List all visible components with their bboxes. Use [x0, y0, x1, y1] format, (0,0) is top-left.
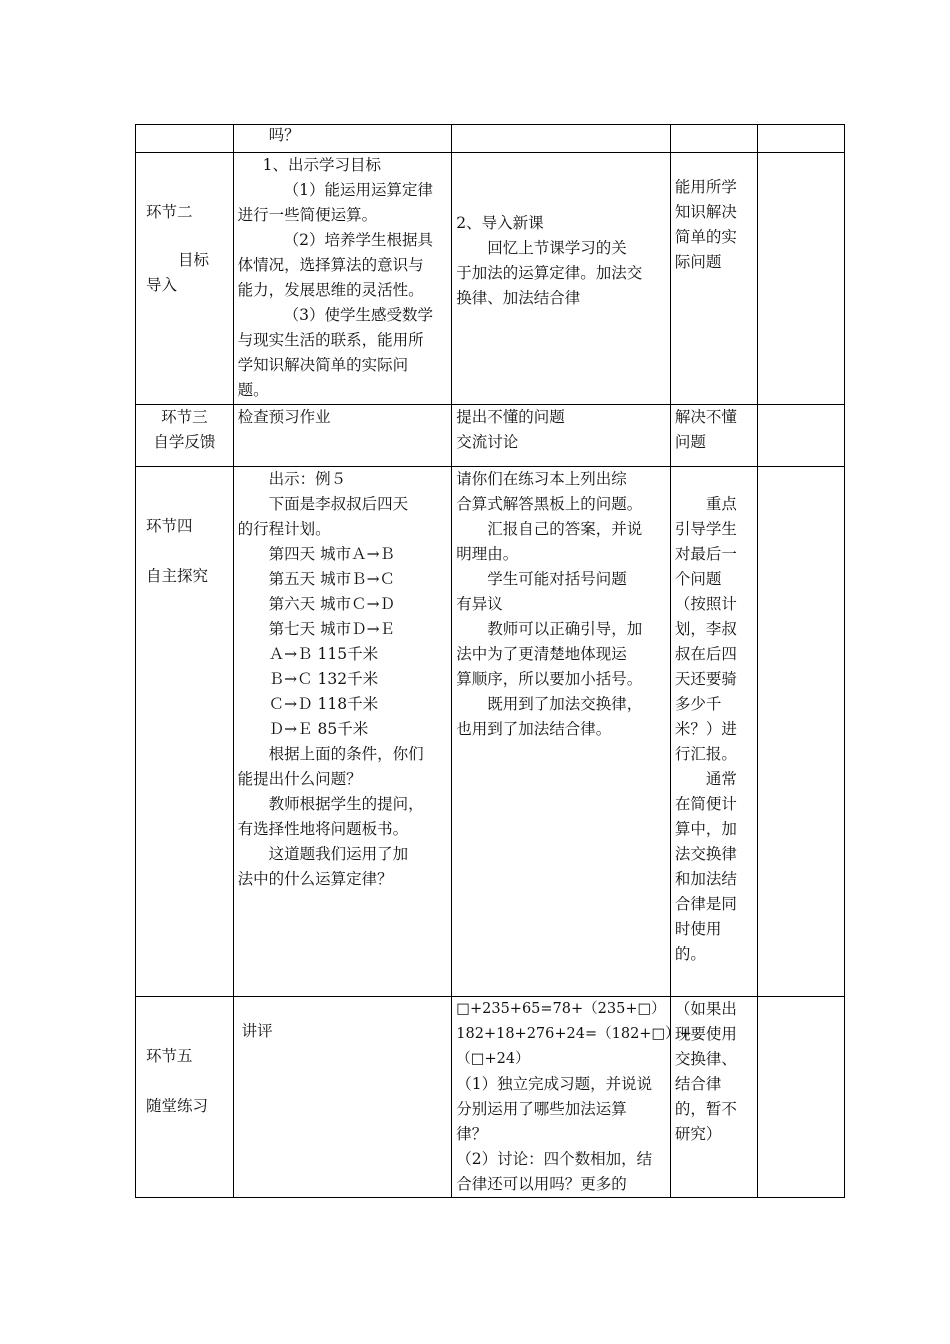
cell-line: 请你们在练习本上列出综: [456, 470, 627, 488]
cell-line: 第七天 城市Ｄ→Ｅ: [268, 620, 396, 638]
cell-line: 182+18+276+24=（182+□）+: [456, 1026, 692, 1042]
table-row: [136, 125, 845, 153]
teacher-activity-cell: [233, 997, 452, 1198]
cell-line: 米？）进: [674, 720, 737, 738]
cell-line: （按照计: [674, 595, 737, 613]
cell-line: 解决不懂: [674, 408, 737, 426]
cell-line: 有异议: [456, 595, 503, 613]
cell-line: 提出不懂的问题: [456, 408, 565, 426]
cell-line: 时使用: [674, 920, 722, 938]
cell-line: 检查预习作业: [237, 408, 331, 426]
cell-line: 于加法的运算定律。加法交: [456, 264, 643, 282]
cell-line: 律？: [456, 1125, 488, 1143]
intent-cell: [670, 125, 757, 153]
intent-cell: [670, 153, 757, 405]
cell-line: 的。: [674, 945, 706, 963]
table-row: [136, 997, 845, 1198]
cell-line: 简单的实: [674, 228, 737, 246]
cell-line: 叔在后四: [674, 645, 737, 663]
teacher-activity-cell: [233, 405, 452, 467]
stage-name: 环节三: [161, 408, 208, 426]
cell-line: 能提出什么问题？: [237, 770, 362, 788]
cell-line: 根据上面的条件，你们: [268, 745, 424, 763]
table-row: [136, 405, 845, 467]
cell-line: 行汇报。: [674, 745, 737, 763]
stage-cell: [136, 997, 234, 1198]
cell-line: 教师根据学生的提问，: [268, 795, 424, 813]
student-activity-cell: [452, 997, 692, 1198]
notes-cell: [757, 467, 844, 997]
cell-line: 交流讨论: [456, 433, 519, 451]
lesson-plan-table: [135, 124, 845, 1198]
stage-name: 环节五: [146, 1047, 193, 1065]
cell-line: 多少千: [674, 695, 722, 713]
cell-line: （1）独立完成习题，并说说: [456, 1075, 653, 1093]
notes-cell: [757, 125, 844, 153]
cell-line: 研究）: [674, 1125, 722, 1143]
cell-line: 换律、加法结合律: [456, 289, 581, 307]
cell-line: 问题: [674, 433, 706, 451]
cell-line: □+235+65=78+（235+□）: [456, 1001, 666, 1017]
cell-line: 明理由。: [456, 545, 519, 563]
cell-line: 在简便计: [674, 795, 737, 813]
cell-line: 引导学生: [674, 520, 737, 538]
cell-line: 算顺序，所以要加小括号。: [456, 670, 643, 688]
intent-cell: [670, 405, 757, 467]
cell-line: 教师可以正确引导，加: [487, 620, 643, 638]
intent-cell: [670, 997, 757, 1198]
cell-line: 法中为了更清楚地体现运: [456, 645, 627, 663]
stage-name: 环节四: [146, 517, 193, 535]
cell-line: （2）讨论：四个数相加，结: [456, 1150, 653, 1168]
cell-line: 重点: [705, 495, 737, 513]
stage-cell: [136, 125, 234, 153]
stage-title: 自主探究: [146, 567, 209, 585]
cell-line: 体情况，选择算法的意识与: [237, 256, 424, 274]
cell-line: 算中，加: [674, 820, 737, 838]
cell-line: 吗？: [268, 126, 300, 144]
teacher-activity-cell: [233, 125, 452, 153]
cell-line: 法中的什么运算定律？: [237, 870, 393, 888]
teacher-activity-cell: [233, 153, 452, 405]
student-activity-cell: [452, 125, 671, 153]
student-activity-cell: [452, 467, 671, 997]
cell-line: 和加法结: [674, 870, 737, 888]
cell-line: 题。: [237, 381, 269, 399]
cell-line: 的行程计划。: [237, 520, 331, 538]
cell-line: 天还要骑: [674, 670, 737, 688]
cell-line: （1）能运用运算定律: [283, 181, 434, 199]
cell-line: 讲评: [241, 1022, 273, 1040]
cell-line: 学知识解决简单的实际问: [237, 356, 409, 374]
cell-line: （2）培养学生根据具: [283, 231, 434, 249]
cell-line: 学生可能对括号问题: [487, 570, 627, 588]
cell-line: 现要使用: [674, 1025, 737, 1043]
cell-line: 的，暂不: [674, 1100, 737, 1118]
cell-line: （3）使学生感受数学: [283, 306, 434, 324]
cell-line: 个问题: [674, 570, 722, 588]
cell-line: 汇报自己的答案，并说: [487, 520, 643, 538]
stage-cell: [136, 467, 234, 997]
cell-line: （如果出: [674, 1000, 737, 1018]
cell-line: Ｂ→Ｃ 132千米: [268, 670, 379, 688]
table-row: [136, 467, 845, 997]
cell-line: 第四天 城市Ａ→Ｂ: [268, 545, 396, 563]
cell-line: 下面是李叔叔后四天: [268, 495, 409, 513]
cell-line: （□+24）: [456, 1051, 530, 1067]
teacher-activity-cell: [233, 467, 452, 997]
cell-line: 通常: [705, 770, 737, 788]
cell-line: 与现实生活的联系，能用所: [237, 331, 424, 349]
stage-cell: [136, 153, 234, 405]
notes-cell: [757, 153, 844, 405]
cell-line: 能力，发展思维的灵活性。: [237, 281, 424, 299]
notes-cell: [757, 997, 844, 1198]
cell-line: 回忆上节课学习的关: [487, 239, 627, 257]
cell-line: 法交换律: [674, 845, 737, 863]
cell-line: 这道题我们运用了加: [268, 845, 409, 863]
cell-line: 既用到了加法交换律，: [487, 695, 643, 713]
cell-line: 合律是同: [674, 895, 737, 913]
student-activity-cell: [452, 405, 671, 467]
cell-line: 交换律、: [674, 1050, 737, 1068]
stage-title: 自学反馈: [153, 433, 216, 451]
table-row: [136, 153, 845, 405]
cell-line: 合算式解答黑板上的问题。: [456, 495, 643, 513]
cell-line: 出示：例５: [268, 470, 347, 488]
cell-line: 知识解决: [674, 203, 737, 221]
stage-title: 导入: [146, 276, 178, 294]
stage-cell: [136, 405, 234, 467]
cell-line: 有选择性地将问题板书。: [237, 820, 409, 838]
cell-line: 能用所学: [674, 178, 737, 196]
notes-cell: [757, 405, 844, 467]
cell-line: Ａ→Ｂ 115千米: [268, 645, 379, 663]
cell-line: 进行一些简便运算。: [237, 206, 378, 224]
stage-title: 目标: [178, 251, 210, 269]
stage-name: 环节二: [146, 203, 193, 221]
cell-line: 1、出示学习目标: [262, 156, 382, 174]
cell-line: 合律还可以用吗？更多的: [456, 1175, 627, 1193]
intent-cell: [670, 467, 757, 997]
cell-line: 2、导入新课: [456, 214, 544, 232]
cell-line: 也用到了加法结合律。: [456, 720, 612, 738]
cell-line: Ｃ→Ｄ 118千米: [268, 695, 379, 713]
cell-line: 第五天 城市Ｂ→Ｃ: [268, 570, 396, 588]
cell-line: 际问题: [674, 253, 722, 271]
student-activity-cell: [452, 153, 671, 405]
cell-line: 分别运用了哪些加法运算: [456, 1100, 627, 1118]
cell-line: 第六天 城市Ｃ→Ｄ: [268, 595, 396, 613]
cell-line: 划，李叔: [674, 620, 737, 638]
stage-title: 随堂练习: [146, 1097, 209, 1115]
cell-line: 对最后一: [674, 545, 737, 563]
cell-line: 结合律: [674, 1075, 722, 1093]
cell-line: Ｄ→Ｅ 85千米: [268, 720, 369, 738]
